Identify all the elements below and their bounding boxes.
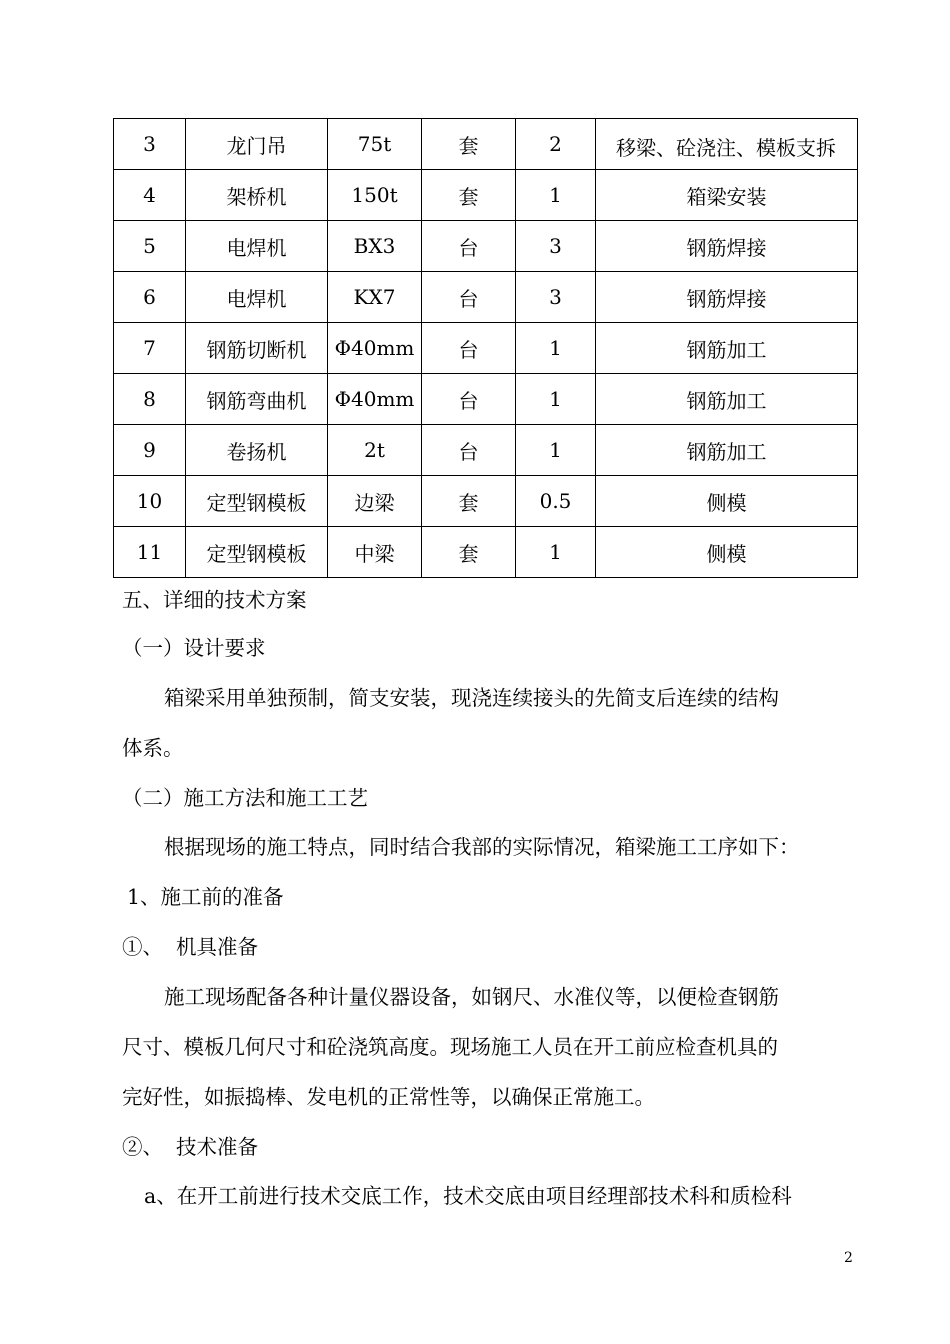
table-row (114, 272, 858, 323)
table-row (114, 323, 858, 374)
list-item: ①、 机具准备 (122, 935, 259, 959)
cell-spec: 2t (328, 425, 422, 476)
cell-remark: 钢筋焊接 (596, 272, 858, 323)
cell-spec: 150t (328, 170, 422, 221)
paragraph-line: 完好性，如振捣棒、发电机的正常性等，以确保正常施工。 (122, 1085, 655, 1109)
cell-remark: 箱梁安装 (596, 170, 858, 221)
subsection-heading: （一）设计要求 (122, 636, 266, 660)
paragraph-line: 尺寸、模板几何尺寸和砼浇筑高度。现场施工人员在开工前应检查机具的 (122, 1035, 778, 1059)
cell-spec: KX7 (328, 272, 422, 323)
cell-unit: 套 (422, 119, 516, 170)
cell-qty: 1 (516, 374, 596, 425)
cell-remark-text: 移梁、砼浇注、模板支拆 (616, 136, 836, 160)
cell-name: 定型钢模板 (186, 476, 328, 527)
cell-name: 架桥机 (186, 170, 328, 221)
table-row (114, 425, 858, 476)
cell-index: 7 (114, 323, 186, 374)
paragraph-line: 根据现场的施工特点，同时结合我部的实际情况，箱梁施工工序如下： (164, 835, 800, 859)
cell-name: 电焊机 (186, 272, 328, 323)
paragraph-line: 箱梁采用单独预制，简支安装，现浇连续接头的先简支后连续的结构 (164, 686, 779, 710)
cell-remark: 钢筋加工 (596, 323, 858, 374)
cell-name: 龙门吊 (186, 119, 328, 170)
cell-qty: 3 (516, 221, 596, 272)
list-item: ②、 技术准备 (122, 1135, 259, 1159)
table-row (114, 476, 858, 527)
page-number: 2 (844, 1250, 853, 1266)
cell-index: 5 (114, 221, 186, 272)
cell-qty: 0.5 (516, 476, 596, 527)
cell-name: 钢筋弯曲机 (186, 374, 328, 425)
cell-unit: 套 (422, 476, 516, 527)
table-row (114, 221, 858, 272)
section-heading: 五、详细的技术方案 (122, 588, 307, 612)
cell-index: 11 (114, 527, 186, 578)
paragraph-line: 体系。 (122, 736, 184, 760)
paragraph-line: a、在开工前进行技术交底工作，技术交底由项目经理部技术科和质检科 (144, 1184, 792, 1208)
table-row (114, 119, 858, 170)
cell-remark (596, 119, 858, 170)
cell-qty: 1 (516, 425, 596, 476)
cell-remark: 钢筋焊接 (596, 221, 858, 272)
cell-unit: 台 (422, 323, 516, 374)
list-item: 1、施工前的准备 (127, 885, 284, 909)
table-row (114, 374, 858, 425)
cell-name: 定型钢模板 (186, 527, 328, 578)
subsection-heading: （二）施工方法和施工工艺 (122, 786, 368, 810)
table-row (114, 527, 858, 578)
cell-index: 4 (114, 170, 186, 221)
cell-name: 卷扬机 (186, 425, 328, 476)
cell-qty: 1 (516, 170, 596, 221)
cell-remark: 侧模 (596, 476, 858, 527)
cell-remark: 侧模 (596, 527, 858, 578)
cell-qty: 3 (516, 272, 596, 323)
cell-unit: 台 (422, 272, 516, 323)
cell-unit: 台 (422, 425, 516, 476)
cell-spec: 边梁 (328, 476, 422, 527)
cell-unit: 台 (422, 221, 516, 272)
cell-qty: 1 (516, 323, 596, 374)
cell-remark: 钢筋加工 (596, 374, 858, 425)
cell-spec: Φ40mm (328, 374, 422, 425)
cell-name: 电焊机 (186, 221, 328, 272)
cell-index: 3 (114, 119, 186, 170)
cell-spec: 中梁 (328, 527, 422, 578)
cell-unit: 台 (422, 374, 516, 425)
cell-name: 钢筋切断机 (186, 323, 328, 374)
cell-qty: 2 (516, 119, 596, 170)
cell-remark: 钢筋加工 (596, 425, 858, 476)
cell-index: 6 (114, 272, 186, 323)
paragraph-line: 施工现场配备各种计量仪器设备，如钢尺、水准仪等，以便检查钢筋 (164, 985, 779, 1009)
cell-index: 8 (114, 374, 186, 425)
cell-unit: 套 (422, 170, 516, 221)
cell-spec: 75t (328, 119, 422, 170)
cell-unit: 套 (422, 527, 516, 578)
equipment-table (113, 118, 858, 578)
cell-spec: Φ40mm (328, 323, 422, 374)
table-row (114, 170, 858, 221)
cell-index: 10 (114, 476, 186, 527)
cell-index: 9 (114, 425, 186, 476)
cell-spec: BX3 (328, 221, 422, 272)
cell-qty: 1 (516, 527, 596, 578)
